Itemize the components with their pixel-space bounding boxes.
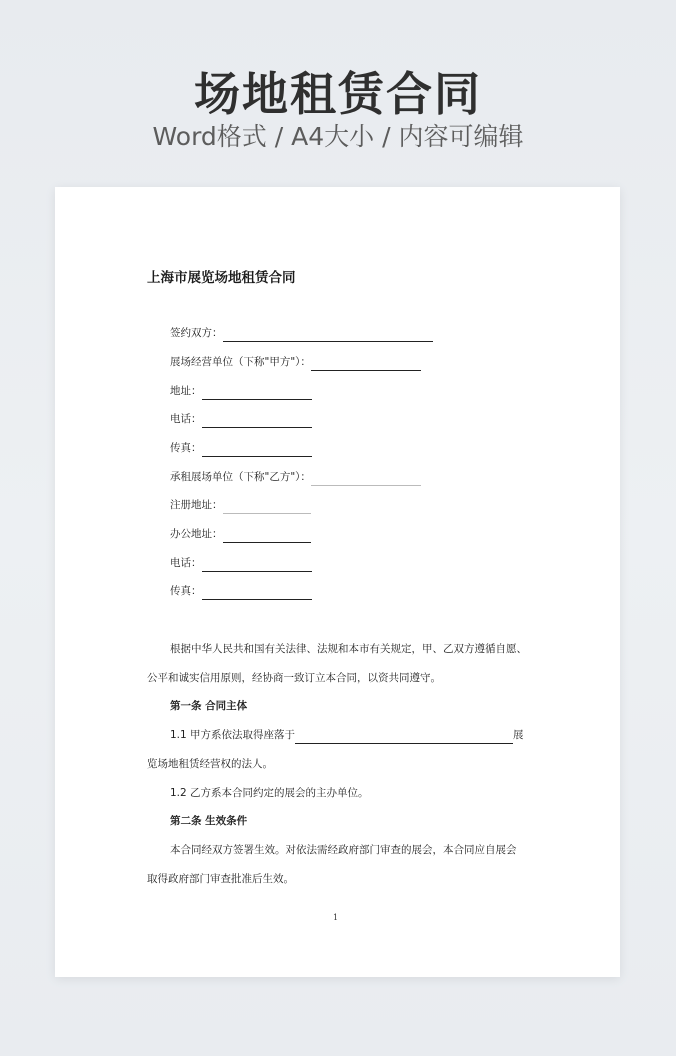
fill-blank[interactable] [202,443,312,457]
fill-blank[interactable] [295,730,513,744]
article-2-heading: 第二条 生效条件 [170,815,248,827]
field-label: 传真： [170,585,202,597]
field-label: 承租展场单位（下称"乙方"）： [170,471,311,483]
fill-blank[interactable] [311,357,421,371]
page-number: 1 [333,913,339,922]
field-fax-b [170,582,312,600]
field-parties [170,324,433,342]
field-registered-address [170,496,311,514]
clause-1-1-line-1 [170,726,529,744]
fill-blank[interactable] [202,586,312,600]
field-label: 注册地址： [170,499,223,511]
hero-title: 场地租赁合同 [194,67,482,121]
intro-line-1: 根据中华人民共和国有关法律、法规和本市有关规定，甲、乙双方遵循自愿、 [170,643,527,655]
fill-blank[interactable] [223,500,311,514]
field-label: 电话： [170,413,202,425]
field-label: 办公地址： [170,528,223,540]
fill-blank[interactable] [223,328,433,342]
field-address [170,382,312,400]
fill-blank[interactable] [202,386,312,400]
fill-blank[interactable] [202,558,312,572]
article-2-line-1: 本合同经双方签署生效。对依法需经政府部门审查的展会，本合同应自展会 [170,844,517,856]
field-label: 地址： [170,385,202,397]
fill-blank[interactable] [311,472,421,486]
field-office-address [170,525,311,543]
field-label: 传真： [170,442,202,454]
field-label: 展场经营单位（下称"甲方"）： [170,356,311,368]
clause-1-1-line-2: 览场地租赁经营权的法人。 [147,758,273,770]
field-label: 电话： [170,557,202,569]
clause-1-2: 1.2 乙方系本合同约定的展会的主办单位。 [170,787,369,799]
article-2-line-2: 取得政府部门审查批准后生效。 [147,873,294,885]
field-label: 签约双方： [170,327,223,339]
fill-blank[interactable] [202,414,312,428]
article-1-heading: 第一条 合同主体 [170,700,248,712]
field-fax-a [170,439,312,457]
clause-text: 展 [513,729,524,741]
field-phone-b [170,554,312,572]
document-page [55,187,620,977]
hero-subtitle: Word格式 / A4大小 / 内容可编辑 [152,122,524,151]
field-phone-a [170,410,312,428]
intro-line-2: 公平和诚实信用原则，经协商一致订立本合同，以资共同遵守。 [147,672,441,684]
field-party-b [170,468,421,486]
document-title: 上海市展览场地租赁合同 [147,270,296,286]
fill-blank[interactable] [223,529,311,543]
clause-text: 1.1 甲方系依法取得座落于 [170,729,296,741]
field-party-a [170,353,421,371]
